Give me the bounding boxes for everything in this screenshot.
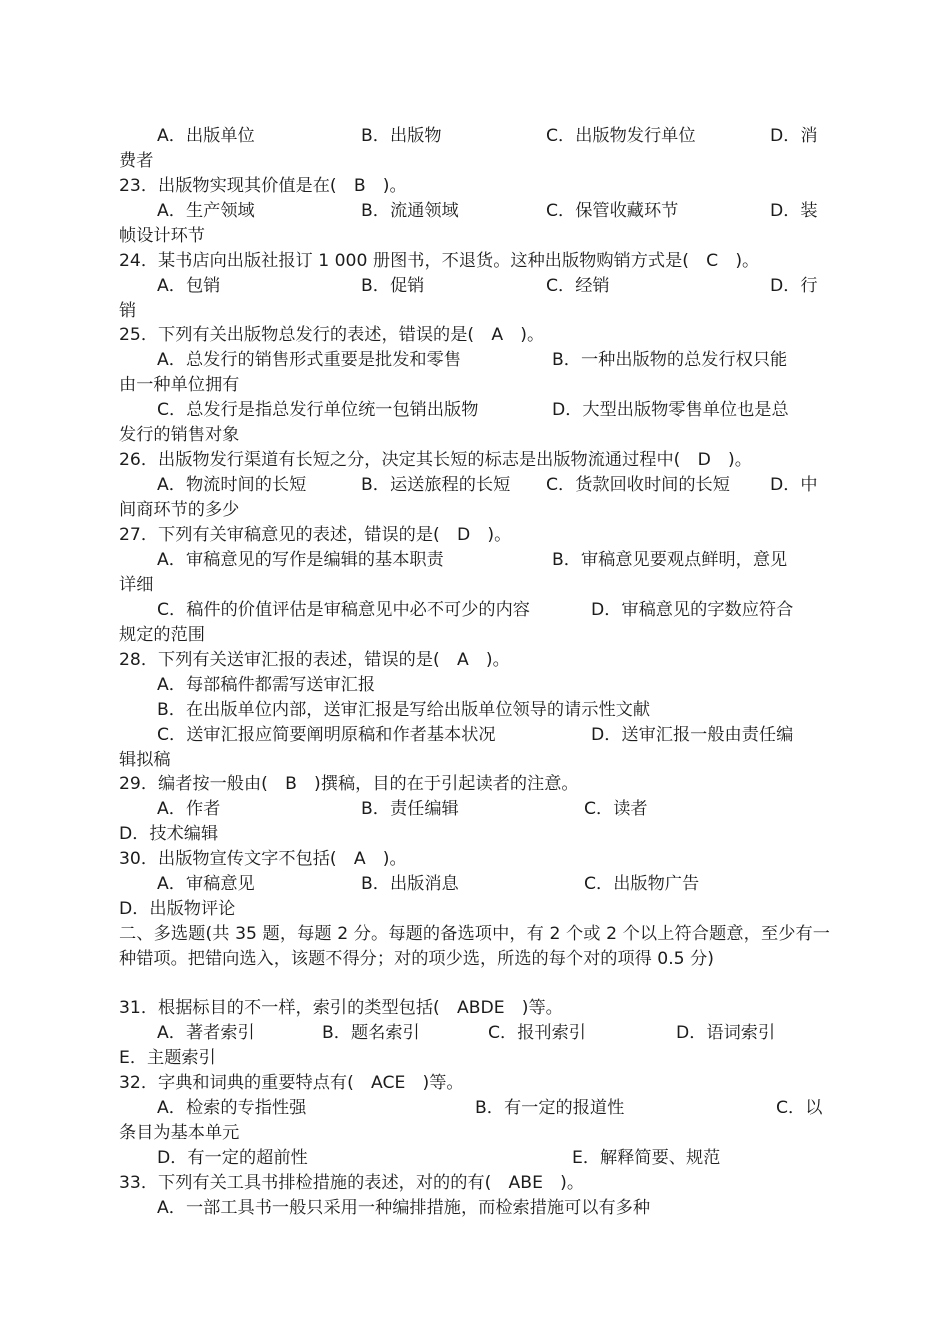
option: C．经销 <box>546 276 610 296</box>
option-continuation: D．出版物评论 <box>119 899 236 919</box>
option: B．流通领域 <box>361 201 459 221</box>
question-stem: 31．根据标目的不一样，索引的类型包括( ABDE )等。 <box>119 998 563 1018</box>
option-continuation: 详细 <box>119 575 154 595</box>
option: A．每部稿件都需写送审汇报 <box>157 675 376 695</box>
question-stem: 26．出版物发行渠道有长短之分，决定其长短的标志是出版物流通过程中( D )。 <box>119 450 752 470</box>
option-line <box>0 673 376 698</box>
question-stem: 30．出版物宣传文字不包括( A )。 <box>119 849 407 869</box>
option: D．行 <box>770 276 818 296</box>
option: A．一部工具书一般只采用一种编排措施，而检索措施可以有多种 <box>157 1198 651 1218</box>
option: D．审稿意见的字数应符合 <box>591 600 794 620</box>
option-line <box>0 348 788 373</box>
option: B．有一定的报道性 <box>475 1098 625 1118</box>
question-stem: 25．下列有关出版物总发行的表述，错误的是( A )。 <box>119 325 545 345</box>
option: E．解释简要、规范 <box>572 1148 721 1168</box>
option: D．送审汇报一般由责任编 <box>591 725 794 745</box>
option-line <box>0 698 651 723</box>
option: B．一种出版物的总发行权只能 <box>552 350 788 370</box>
option-continuation: D．技术编辑 <box>119 824 219 844</box>
option: B．在出版单位内部，送审汇报是写给出版单位领导的请示性文献 <box>157 700 651 720</box>
option-continuation: 发行的销售对象 <box>119 425 240 445</box>
option: C．出版物发行单位 <box>546 126 696 146</box>
option-line <box>0 1196 651 1221</box>
option: A．检索的专指性强 <box>157 1098 307 1118</box>
option: C．货款回收时间的长短 <box>546 475 730 495</box>
option-continuation: 辑拟稿 <box>119 750 171 770</box>
option: D．大型出版物零售单位也是总 <box>552 400 789 420</box>
question-stem: 32．字典和词典的重要特点有( ACE )等。 <box>119 1073 464 1093</box>
option: B．出版物 <box>361 126 442 146</box>
question-stem: 27．下列有关审稿意见的表述，错误的是( D )。 <box>119 525 512 545</box>
option: A．著者索引 <box>157 1023 255 1043</box>
option: B．题名索引 <box>322 1023 420 1043</box>
option-line <box>0 274 818 299</box>
option: C．送审汇报应简要阐明原稿和作者基本状况 <box>157 725 496 745</box>
option: C．以 <box>776 1098 823 1118</box>
option-line <box>0 1146 721 1171</box>
option: B．审稿意见要观点鲜明，意见 <box>552 550 788 570</box>
option-line <box>0 473 818 498</box>
option-line <box>0 124 818 149</box>
option-line <box>0 398 789 423</box>
option-continuation: 间商环节的多少 <box>119 500 240 520</box>
option: B．出版消息 <box>361 874 459 894</box>
option: C．读者 <box>584 799 648 819</box>
option: C．总发行是指总发行单位统一包销出版物 <box>157 400 479 420</box>
option-line <box>0 1021 776 1046</box>
question-stem: 24．某书店向出版社报订 1 000 册图书，不退货。这种出版物购销方式是( C )。 <box>119 251 760 271</box>
section-heading: 二、多选题(共 35 题，每题 2 分。每题的备选项中，有 2 个或 2 个以上符合题意，至少有一种错项。把错向选入，该题不得分；对的项少选，所选的每个对的项得 0.5 分) <box>119 924 830 969</box>
option-line <box>0 723 794 748</box>
option: A．包销 <box>157 276 221 296</box>
option: C．报刊索引 <box>488 1023 586 1043</box>
option: B．运送旅程的长短 <box>361 475 511 495</box>
option-continuation: 由一种单位拥有 <box>119 375 240 395</box>
option-continuation: 帧设计环节 <box>119 226 205 246</box>
option: A．生产领域 <box>157 201 255 221</box>
option-line <box>0 1096 823 1121</box>
question-stem: 23．出版物实现其价值是在( B )。 <box>119 176 407 196</box>
question-stem: 28．下列有关送审汇报的表述，错误的是( A )。 <box>119 650 510 670</box>
option: A．物流时间的长短 <box>157 475 307 495</box>
option-continuation: 条目为基本单元 <box>119 1123 240 1143</box>
option-line <box>0 199 818 224</box>
question-stem: 33．下列有关工具书排检措施的表述，对的的有( ABE )。 <box>119 1173 585 1193</box>
option: D．有一定的超前性 <box>157 1148 308 1168</box>
option-continuation: 销 <box>119 301 137 321</box>
option: C．稿件的价值评估是审稿意见中必不可少的内容 <box>157 600 530 620</box>
option: A．审稿意见的写作是编辑的基本职责 <box>157 550 444 570</box>
question-stem: 29．编者按一般由( B )撰稿，目的在于引起读者的注意。 <box>119 774 579 794</box>
option-line <box>0 598 794 623</box>
option-continuation: 规定的范围 <box>119 625 205 645</box>
option: D．消 <box>770 126 818 146</box>
option: B．促销 <box>361 276 425 296</box>
option: C．保管收藏环节 <box>546 201 679 221</box>
option-continuation: E．主题索引 <box>119 1048 216 1068</box>
option: B．责任编辑 <box>361 799 459 819</box>
option: D．中 <box>770 475 818 495</box>
option: A．总发行的销售形式重要是批发和零售 <box>157 350 461 370</box>
option-line <box>0 548 788 573</box>
option: A．审稿意见 <box>157 874 255 894</box>
option: C．出版物广告 <box>584 874 700 894</box>
option-line <box>0 797 648 822</box>
option: A．出版单位 <box>157 126 255 146</box>
option: A．作者 <box>157 799 221 819</box>
option: D．装 <box>770 201 818 221</box>
option-line <box>0 872 700 897</box>
option: D．语词索引 <box>676 1023 776 1043</box>
option-continuation: 费者 <box>119 151 154 171</box>
